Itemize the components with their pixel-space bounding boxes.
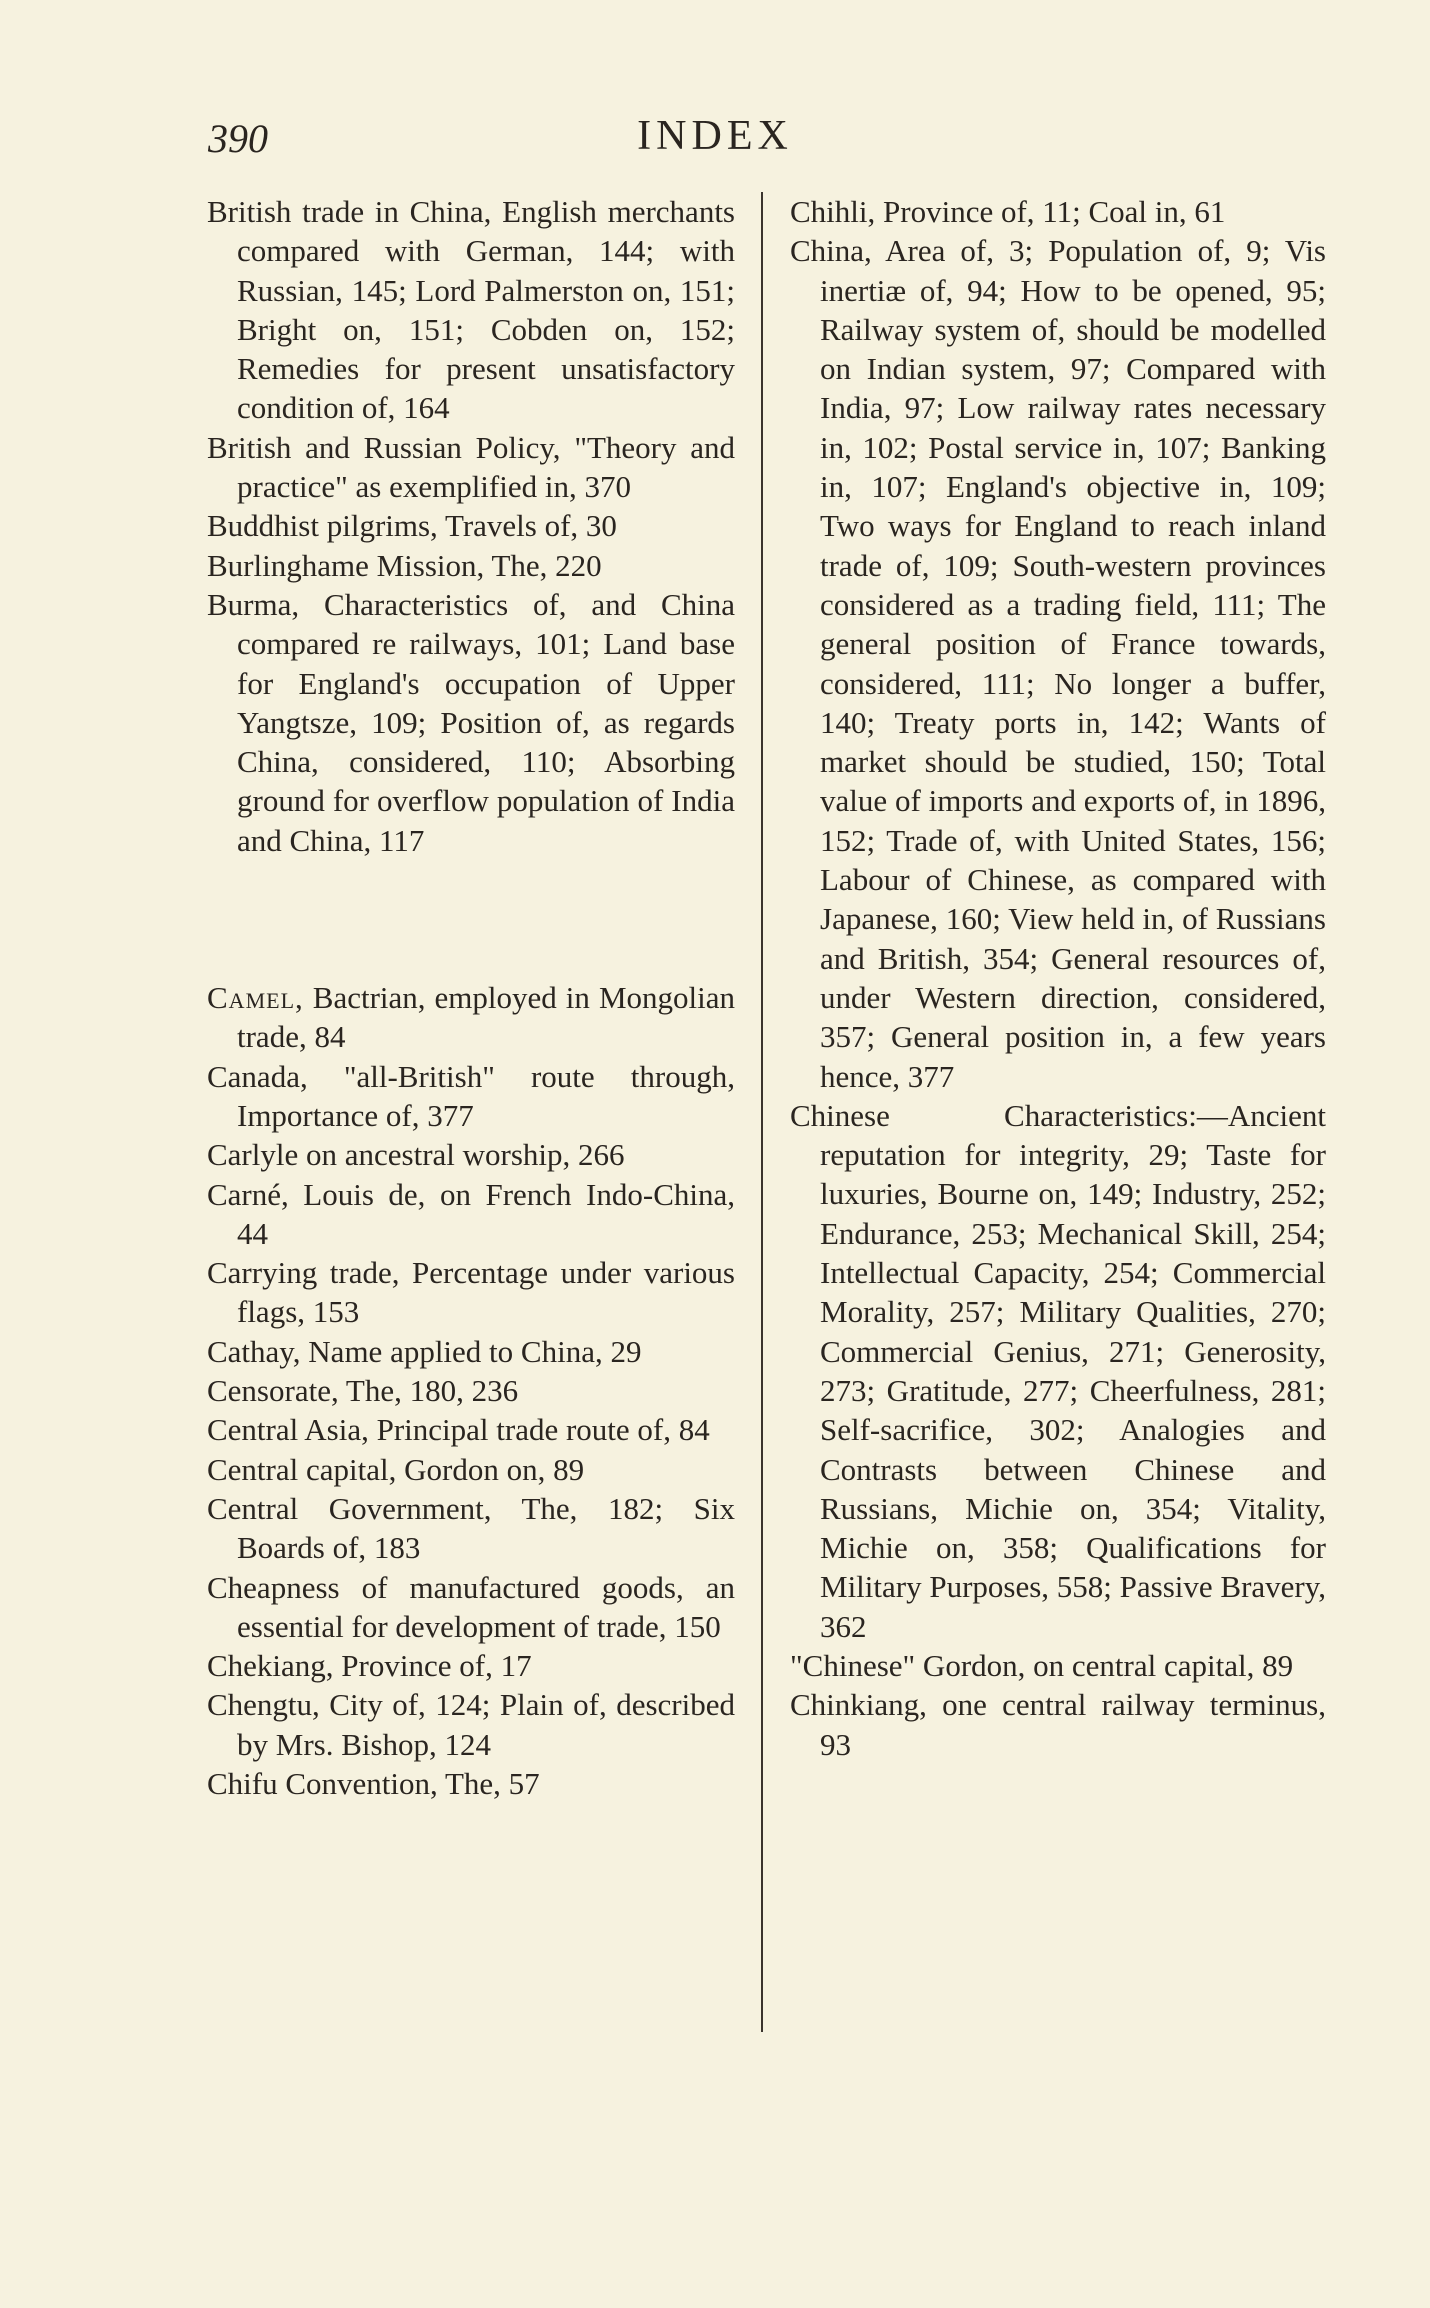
- letter-group-gap: [207, 860, 735, 978]
- index-entry: Cathay, Name applied to China, 29: [207, 1333, 642, 1369]
- index-entry: Censorate, The, 180, 236: [207, 1373, 519, 1409]
- index-entry: Carlyle on ancestral worship, 266: [207, 1137, 625, 1173]
- index-entry: Carrying trade, Percentage under various flags, 153: [207, 1255, 735, 1330]
- column-divider: [761, 192, 763, 2032]
- index-entry: "Chinese" Gordon, on central capital, 89: [790, 1647, 1294, 1683]
- index-entry: Chifu Convention, The, 57: [207, 1765, 540, 1801]
- index-entry: Burlinghame Mission, The, 220: [207, 547, 602, 583]
- index-entry: Central Government, The, 182; Six Boards of, 183: [207, 1490, 735, 1566]
- page-number: 390: [208, 116, 268, 161]
- index-entry: Chinkiang, one central railway terminus, 93: [790, 1687, 1326, 1762]
- entry-headword: Camel,: [207, 980, 304, 1016]
- index-entry: Buddhist pilgrims, Travels of, 30: [207, 508, 617, 544]
- page-title: INDEX: [637, 113, 793, 159]
- index-entry: Central Asia, Principal trade route of, 84: [207, 1412, 710, 1448]
- entry-text: Bactrian, employed in Mongolian trade, 84: [237, 980, 735, 1055]
- index-entry: [207, 978, 735, 1057]
- index-entry: Burma, Characteristics of, and China compared re railways, 101; Land base for England's occupation of Upper Yangtsze, 109; Position of, as regards China, considered, 110; Absorbing ground for overflow population of India and China, 117: [207, 586, 735, 858]
- index-entry: Chihli, Province of, 11; Coal in, 61: [790, 194, 1226, 229]
- index-entry: Chinese Characteristics:—Ancient reputation for integrity, 29; Taste for luxuries, Bourne on, 149; Industry, 252; Endurance, 253; Mechanical Skill, 254; Intellectual Capacity, 254; Commercial Morality, 257; Military Qualities, 270; Commercial Genius, 271; Generosity, 273; Gratitude, 277; Cheerfulness, 281; Self-sacrifice, 302; Analogies and Contrasts between Chinese and Russians, Michie on, 354; Vitality, Michie on, 358; Qualifications for Military Purposes, 558; Passive Bravery, 362: [790, 1097, 1326, 1644]
- left-column: [207, 192, 735, 1803]
- index-entry: China, Area of, 3; Population of, 9; Vis inertiæ of, 94; How to be opened, 95; Railway system of, should be modelled on Indian system, 97; Compared with India, 97; Low railway rates necessary in, 102; Postal service in, 107; Banking in, 107; England's objective in, 109; Two ways for England to reach inland trade of, 109; South-western provinces considered as a trading field, 111; The general position of France towards, considered, 111; No longer a buffer, 140; Treaty ports in, 142; Wants of market should be studied, 150; Total value of imports and exports of, in 1896, 152; Trade of, with United States, 156; Labour of Chinese, as compared with Japanese, 160; View held in, of Russians and British, 354; General resources of, under Western direction, considered, 357; General position in, a few years hence, 377: [790, 233, 1326, 1094]
- index-entry: Carné, Louis de, on French Indo-China, 44: [207, 1176, 735, 1251]
- index-entry: Chekiang, Province of, 17: [207, 1648, 532, 1684]
- index-entry: Canada, "all-British" route through, Importance of, 377: [207, 1058, 735, 1133]
- index-entry: Cheapness of manufactured goods, an essential for development of trade, 150: [207, 1569, 735, 1644]
- index-entry: Chengtu, City of, 124; Plain of, described by Mrs. Bishop, 124: [207, 1687, 735, 1762]
- right-column: [790, 192, 1326, 1764]
- index-entry: British and Russian Policy, "Theory and practice" as exemplified in, 370: [207, 429, 735, 505]
- index-entry: Central capital, Gordon on, 89: [207, 1451, 585, 1487]
- index-entry: British trade in China, English merchants compared with German, 144; with Russian, 145; Lord Palmerston on, 151; Bright on, 151; Cobden on, 152; Remedies for present unsatisfactory condition of, 164: [207, 194, 735, 426]
